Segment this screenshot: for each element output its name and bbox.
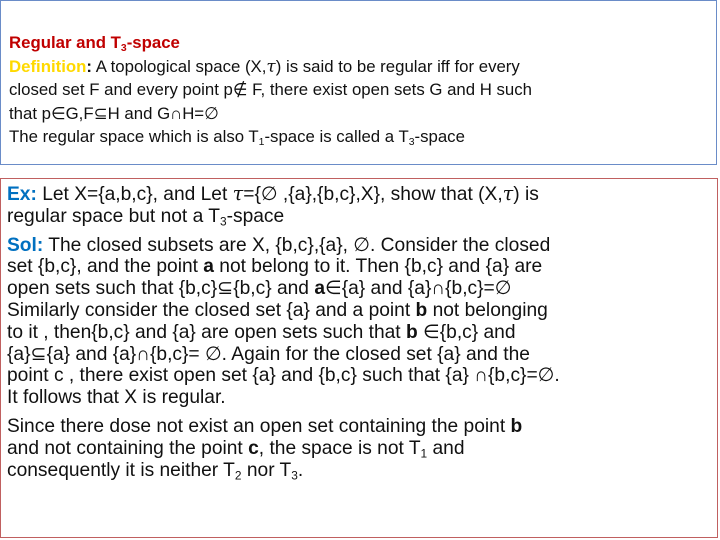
conclusion-line-3: consequently it is neither $T_2$ nor $T_3$.: [7, 459, 304, 483]
definition-line-4: The regular space which is also $T_1$-space is called a $T_3$-space: [9, 127, 465, 149]
solution-line-8: It follows that X is regular.: [7, 387, 226, 409]
solution-line-3: open sets such that {b,c}⊆{b,c} and a∈{a} and {a}∩{b,c}=∅: [7, 278, 512, 300]
definition-title: Regular and $T_3$-space: [9, 33, 180, 55]
definition-line-2: closed set F and every point p∉ F, there exist open sets G and H such: [9, 80, 532, 99]
example-label: Ex:: [7, 184, 37, 205]
definition-line-1: Definition: A topological space (X,τ) is said to be regular iff for every: [9, 55, 520, 76]
solution-line-7: point c , there exist open set {a} and {b,c} such that {a} ∩{b,c}=∅.: [7, 365, 560, 387]
definition-box: [0, 0, 717, 165]
definition-label: Definition: [9, 56, 87, 76]
conclusion-line-1: Since there dose not exist an open set containing the point b: [7, 415, 523, 437]
example-line-1: Ex: Let X={a,b,c}, and Let τ={∅ ,{a},{b,c},X}, show that (X,τ) is: [7, 182, 539, 205]
solution-label: Sol:: [7, 234, 44, 256]
solution-line-4: Similarly consider the closed set {a} and a point b not belonging: [7, 299, 548, 321]
solution-line-6: {a}⊆{a} and {a}∩{b,c}= ∅. Again for the closed set {a} and the: [7, 343, 530, 365]
example-line-2: regular space but not a $T_3$-space: [7, 205, 285, 229]
conclusion-line-2: and not containing the point c, the space is not $T_1$ and: [7, 437, 465, 461]
solution-line-1: Sol: The closed subsets are X, {b,c},{a}, ∅. Consider the closed: [7, 234, 551, 256]
definition-line-3: that p∈G,F⊆H and G∩H=∅: [9, 103, 219, 123]
example-box: [0, 178, 718, 538]
solution-line-5: to it , then{b,c} and {a} are open sets such that b ∈{b,c} and: [7, 321, 516, 343]
solution-line-2: set {b,c}, and the point a not belong to it. Then {b,c} and {a} are: [7, 256, 543, 278]
